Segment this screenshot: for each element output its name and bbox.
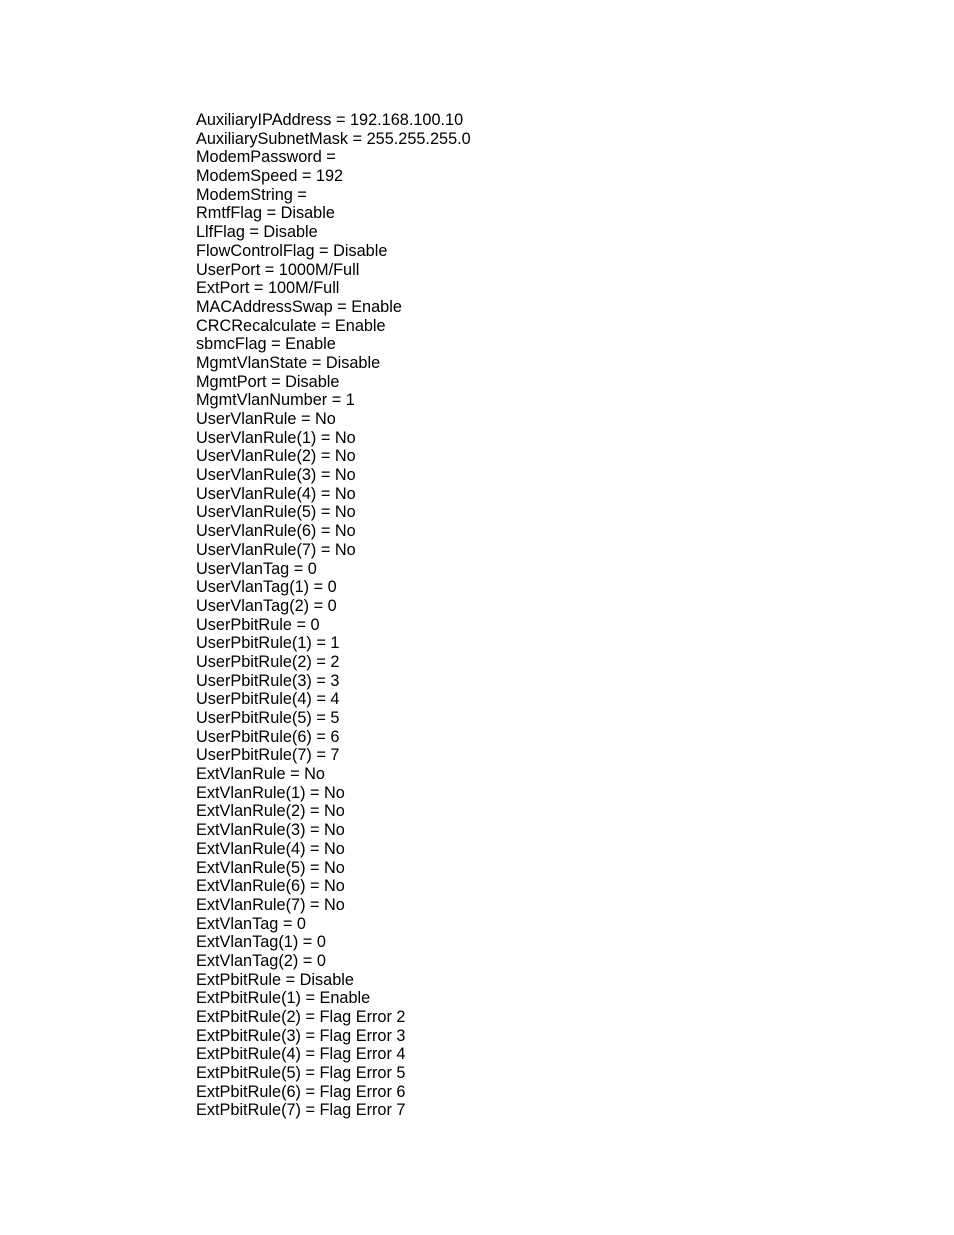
config-line: UserVlanRule(4) = No [196, 484, 356, 503]
config-line: ExtVlanRule(3) = No [196, 821, 345, 840]
config-line: ExtVlanTag(2) = 0 [196, 951, 326, 970]
config-line: UserVlanRule(5) = No [196, 503, 356, 522]
config-line: UserVlanRule(7) = No [196, 540, 356, 559]
config-line: sbmcFlag = Enable [196, 335, 336, 354]
config-line: ExtVlanRule = No [196, 765, 325, 784]
config-line: UserPbitRule(5) = 5 [196, 709, 340, 727]
config-line: ExtPbitRule(2) = Flag Error 2 [196, 1008, 406, 1026]
config-line: MgmtVlanState = Disable [196, 353, 381, 372]
config-line: ModemPassword = [196, 148, 336, 167]
config-line: ExtVlanTag = 0 [196, 914, 306, 933]
config-line: ExtPbitRule(7) = Flag Error 7 [196, 1101, 406, 1120]
config-line: MgmtVlanNumber = 1 [196, 391, 355, 410]
config-line: UserVlanRule = No [196, 410, 336, 428]
config-line: UserVlanTag(2) = 0 [196, 596, 337, 615]
config-line: ExtVlanRule(5) = No [196, 858, 345, 877]
config-line: UserPbitRule(4) = 4 [196, 690, 340, 709]
config-line: ExtVlanRule(7) = No [196, 895, 345, 914]
config-line: FlowControlFlag = Disable [196, 241, 388, 260]
config-line: UserPbitRule(1) = 1 [196, 634, 340, 653]
config-line: AuxiliaryIPAddress = 192.168.100.10 [196, 111, 464, 129]
config-line: ExtVlanRule(4) = No [196, 839, 345, 858]
config-line: UserPbitRule(6) = 6 [196, 727, 340, 746]
config-line: ExtVlanTag(1) = 0 [196, 933, 326, 952]
config-line: UserVlanTag(1) = 0 [196, 578, 337, 597]
config-line: ExtPort = 100M/Full [196, 279, 340, 298]
config-line: ExtPbitRule(3) = Flag Error 3 [196, 1026, 406, 1045]
config-line: UserPbitRule = 0 [196, 615, 320, 634]
config-line: MACAddressSwap = Enable [196, 297, 402, 316]
config-line: ModemString = [196, 185, 307, 204]
config-line: CRCRecalculate = Enable [196, 316, 386, 335]
config-line: AuxiliarySubnetMask = 255.255.255.0 [196, 129, 471, 148]
config-line: UserPbitRule(2) = 2 [196, 652, 340, 671]
config-line: UserPbitRule(3) = 3 [196, 671, 340, 690]
config-line: LlfFlag = Disable [196, 223, 318, 242]
config-line: ExtPbitRule(1) = Enable [196, 989, 371, 1008]
config-line: ExtPbitRule = Disable [196, 970, 354, 989]
config-line: ModemSpeed = 192 [196, 167, 344, 186]
config-line: ExtPbitRule(6) = Flag Error 6 [196, 1082, 406, 1101]
config-line: UserVlanRule(6) = No [196, 522, 356, 541]
config-line: MgmtPort = Disable [196, 372, 340, 391]
config-line: ExtPbitRule(4) = Flag Error 4 [196, 1045, 406, 1064]
config-line: UserVlanRule(1) = No [196, 428, 356, 447]
config-line: RmtfFlag = Disable [196, 204, 335, 223]
config-line: UserVlanTag = 0 [196, 559, 317, 578]
config-line: UserVlanRule(3) = No [196, 466, 356, 485]
config-line: ExtVlanRule(6) = No [196, 877, 345, 896]
config-line: ExtVlanRule(1) = No [196, 783, 345, 802]
config-line: ExtPbitRule(5) = Flag Error 5 [196, 1064, 406, 1083]
config-line: UserPort = 1000M/Full [196, 260, 360, 279]
config-line: UserPbitRule(7) = 7 [196, 746, 340, 765]
config-settings-list [196, 111, 471, 1120]
config-line: ExtVlanRule(2) = No [196, 802, 345, 821]
config-line: UserVlanRule(2) = No [196, 447, 356, 466]
